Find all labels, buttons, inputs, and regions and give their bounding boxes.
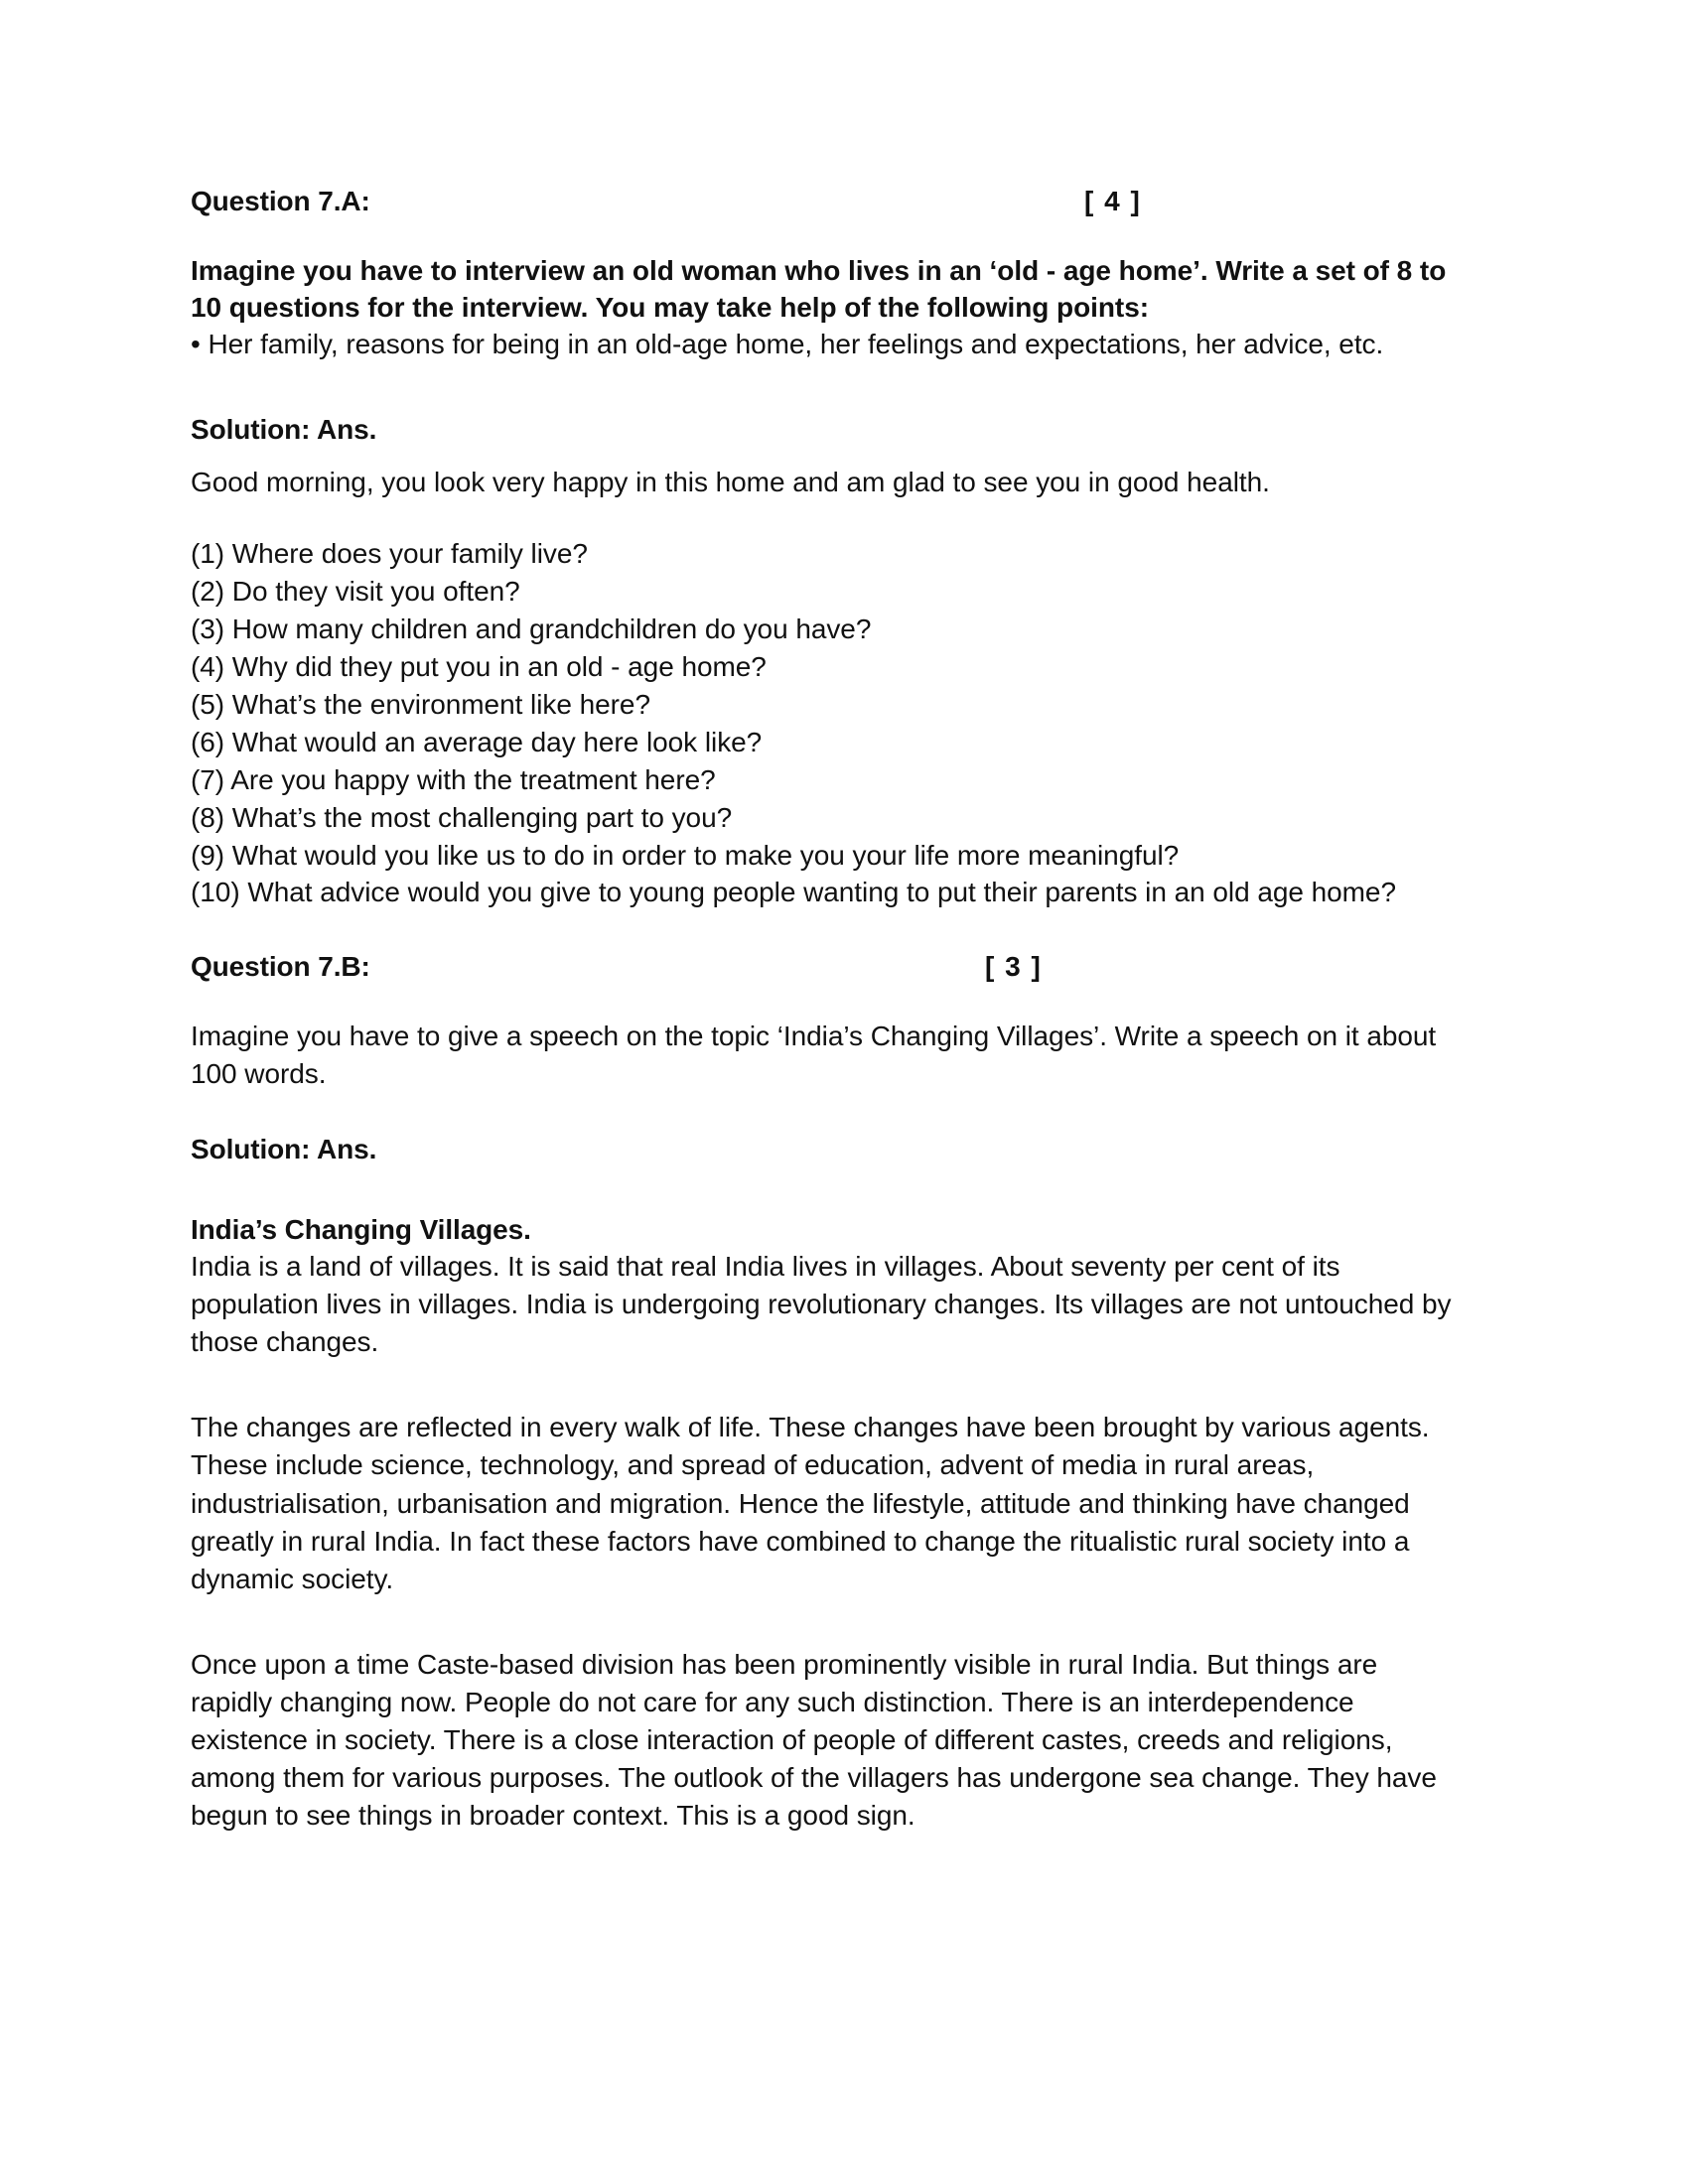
- list-item: (1) Where does your family live?: [191, 538, 588, 570]
- question-7a-bullet: • Her family, reasons for being in an old-age home, her feelings and expectations, her advice, etc.: [191, 329, 1384, 360]
- spacer: [191, 911, 1452, 949]
- speech-paragraph-3: Once upon a time Caste-based division has been prominently visible in rural India. But things are rapidly changing now. People do not care for any such distinction. There is an interdependence existence in society. There is a close interaction of people of different castes, creeds and religions, among them for various purposes. The outlook of the villagers has undergone sea change. They have begun to see things in broader context. This is a good sign.: [191, 1648, 1437, 1832]
- spacer: [191, 1094, 1452, 1132]
- list-item: (10) What advice would you give to young people wanting to put their parents in an old age home?: [191, 877, 1396, 908]
- question-7b-solution-heading: Solution: Ans.: [191, 1133, 377, 1164]
- question-7b-prompt: Imagine you have to give a speech on the topic ‘India’s Changing Villages’. Write a speech on it about 100 words.: [191, 1021, 1437, 1090]
- document-content: [191, 184, 1452, 1835]
- spacer: [191, 218, 1452, 252]
- spacer: [191, 501, 1452, 535]
- question-7a-header: [191, 184, 1452, 218]
- spacer: [191, 1167, 1452, 1211]
- list-item: (4) Why did they put you in an old - age home?: [191, 650, 767, 682]
- list-item: (6) What would an average day here look like?: [191, 726, 763, 757]
- spacer: [191, 984, 1452, 1018]
- question-7b-marks: [ 3 ]: [985, 951, 1043, 983]
- question-7a-solution-heading: Solution: Ans.: [191, 413, 377, 445]
- list-item: (8) What’s the most challenging part to you?: [191, 801, 733, 833]
- speech-paragraph-2: The changes are reflected in every walk of life. These changes have been brought by various agents. These include science, technology, and spread of education, advent of media in rural areas, industrialisation, urbanisation and migration. Hence the lifestyle, attitude and thinking have changed greatly in rural India. In fact these factors have combined to change the ritualistic rural society into a dynamic society.: [191, 1412, 1430, 1594]
- list-item: (9) What would you like us to do in order to make you your life more meaningful?: [191, 839, 1180, 871]
- list-item: (2) Do they visit you often?: [191, 575, 520, 607]
- spacer: [191, 364, 1452, 412]
- spacer: [191, 448, 1452, 464]
- spacer: [191, 1598, 1452, 1646]
- speech-title: India’s Changing Villages.: [191, 1213, 531, 1245]
- question-7b-label: Question 7.B:: [191, 951, 370, 983]
- spacer: [191, 1361, 1452, 1409]
- question-7b-header: [191, 949, 1452, 984]
- list-item: (5) What’s the environment like here?: [191, 688, 650, 720]
- question-7a-marks: [ 4 ]: [1084, 186, 1142, 216]
- list-item: (3) How many children and grandchildren do you have?: [191, 613, 872, 644]
- question-7a-greeting: Good morning, you look very happy in this home and am glad to see you in good health.: [191, 466, 1270, 497]
- question-7a-prompt: Imagine you have to interview an old woman who lives in an ‘old - age home’. Write a set of 8 to 10 questions for the interview. You may take help of the following points:: [191, 255, 1447, 324]
- speech-paragraph-1: India is a land of villages. It is said that real India lives in villages. About seventy per cent of its population lives in villages. India is undergoing revolutionary changes. Its villages are not untouched by those changes.: [191, 1251, 1452, 1358]
- interview-question-list: [191, 535, 1452, 911]
- question-7a-label: Question 7.A:: [191, 186, 370, 216]
- list-item: (7) Are you happy with the treatment here?: [191, 763, 716, 795]
